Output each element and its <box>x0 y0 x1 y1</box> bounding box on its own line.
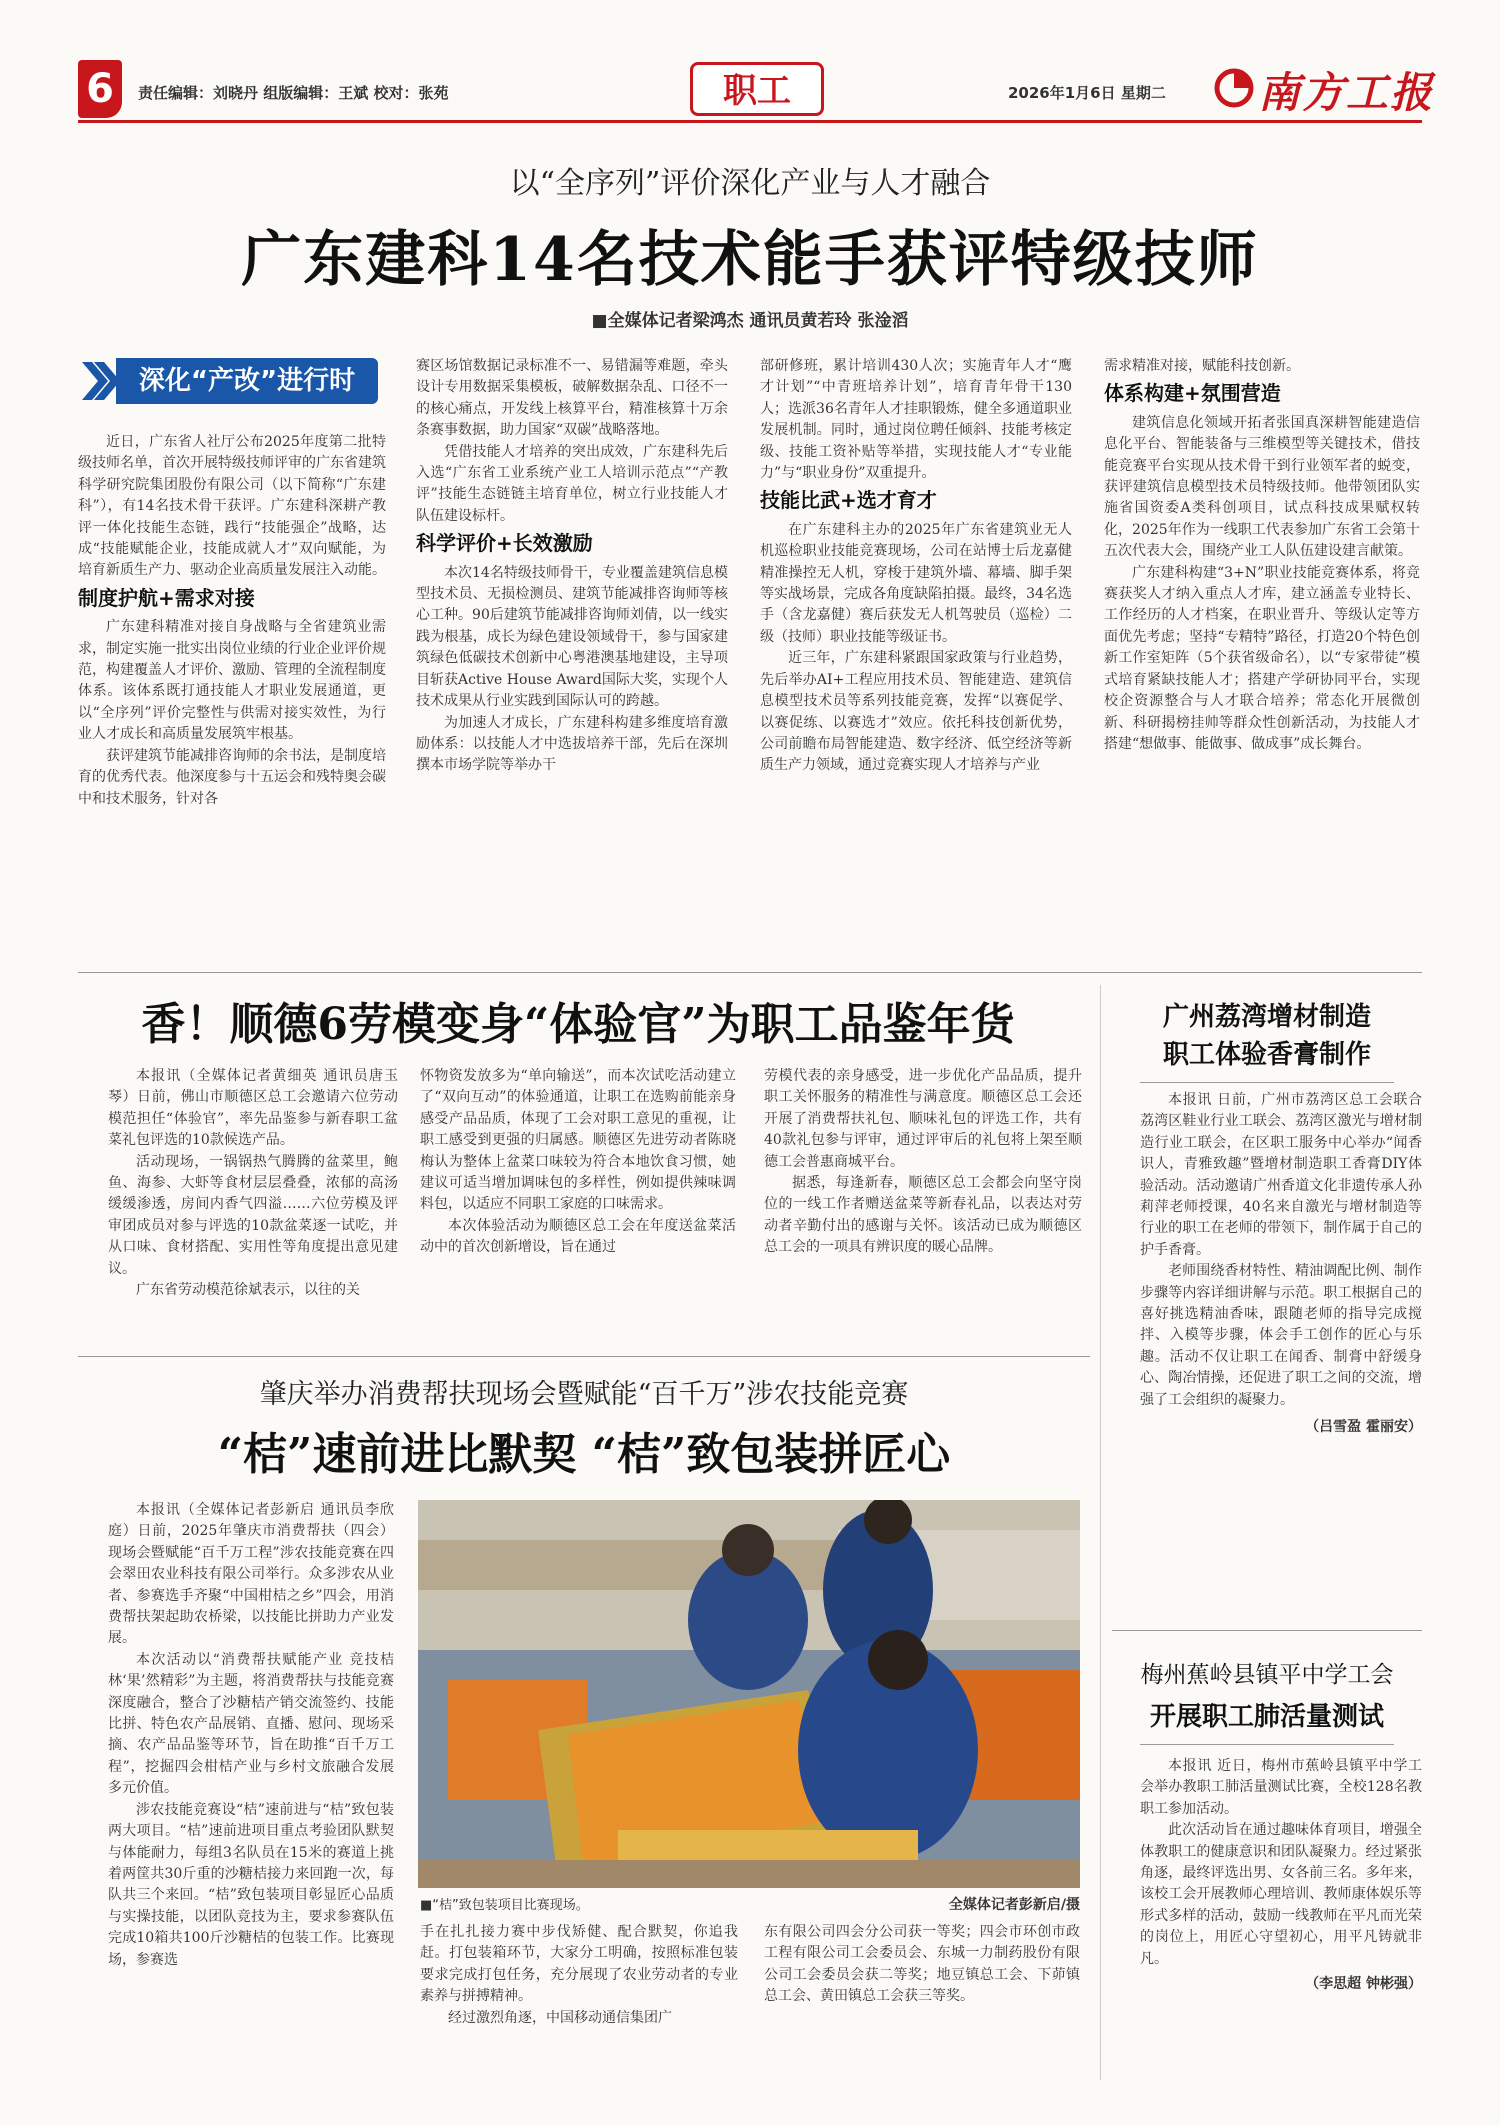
guangzhou-story-body <box>1140 1090 1422 1439</box>
lead-column-1 <box>78 432 386 810</box>
shunde-paragraph: 劳模代表的亲身感受，进一步优化产品品质，提升职工关怀服务的精准性与满意度。顺德区总工会还开展了消费帮扶礼包、顺味礼包的评选工作，共有40款礼包参与评审，通过评审后的礼包将上架至顺德工会普惠商城平台。 <box>764 1068 1082 1170</box>
zhaoqing-kicker: 肇庆举办消费帮扶现场会暨赋能“百千万”涉农技能竞赛 <box>259 1379 909 1410</box>
lead-paragraph: 需求精准对接，赋能科技创新。 <box>1104 358 1300 374</box>
zhaoqing-paragraph: 手在扎扎接力赛中步伐矫健、配合默契，你追我赶。打包装箱环节，大家分工明确，按照标准包装要求完成打包任务，充分展现了农业劳动者的专业素养与拼搏精神。 <box>420 1924 738 2005</box>
banner-label: 深化“产改”进行时 <box>116 358 378 404</box>
lead-paragraph: 建筑信息化领域开拓者张国真深耕智能建造信息化平台、智能装备与三维模型等关键技术，借技能竞赛平台实现从技术骨干到行业领军者的蜕变，获评建筑信息模型技术员特级技师。他带领团队实施省国资委A类科创项目，试点科技成果赋权转化，2025年作为一线职工代表参加广东省工会第十五次代表大会，围绕产业工人队伍建设建言献策。 <box>1104 414 1420 560</box>
column-divider <box>1100 985 1101 2080</box>
guangzhou-headline-line-2: 职工体验香膏制作 <box>1162 1040 1371 1070</box>
zhaoqing-paragraph: 东有限公司四会分公司获一等奖；四会市环创市政工程有限公司工会委员会、东城一力制药股份有限公司工会委员会获二等奖；地豆镇总工会、下茆镇总工会、黄田镇总工会获三等奖。 <box>764 1924 1080 2005</box>
meizhou-headline-line-2: 开展职工肺活量测试 <box>1149 1702 1384 1732</box>
shunde-paragraph: 广东省劳动模范徐斌表示，以往的关 <box>136 1282 360 1299</box>
headline-rule <box>1140 1744 1394 1745</box>
guangzhou-paragraph: 本报讯 日前，广州市荔湾区总工会联合荔湾区鞋业行业工联会、荔湾区激光与增材制造行业工联会，在区职工服务中心举办“闻香识人，青雅致趣”暨增材制造职工香膏DIY体验活动。活动邀请广州香道文化非遗传承人孙莉萍老师授课，40名来自激光与增材制造等行业的职工在老师的带领下，制作属于自己的护手香膏。 <box>1140 1092 1422 1258</box>
guangzhou-paragraph: 老师围绕香材特性、精油调配比例、制作步骤等内容详细讲解与示范。职工根据自己的喜好挑选精油香味，跟随老师的指导完成搅拌、入模等步骤，体会手工创作的匠心与乐趣。活动不仅让职工在闻香、制膏中舒缓身心、陶冶情操，还促进了职工之间的交流，增强了工会组织的凝聚力。 <box>1140 1263 1422 1408</box>
section-divider <box>1112 1630 1422 1631</box>
shunde-paragraph: 怀物资发放多为“单向输送”，而本次试吃活动建立了“双向互动”的体验通道，让职工在选购前能亲身感受产品品质，体现了工会对职工意见的重视，让职工感受到更强的归属感。顺德区先进劳动者陈晓梅认为整体上盆菜口味较为符合本地饮食习惯，她建议可适当增加调味包的多样性，例如提供辣味调料包，以适应不同职工家庭的口味需求。 <box>420 1068 736 1213</box>
shunde-paragraph: 本报讯（全媒体记者黄细英 通讯员唐玉琴）日前，佛山市顺德区总工会邀请六位劳动模范担任“体验官”，率先品鉴参与新春职工盆菜礼包评选的10款候选产品。 <box>108 1068 398 1149</box>
section-banner <box>78 358 378 404</box>
zhaoqing-column-2 <box>420 1922 738 2029</box>
header-rule <box>78 120 1422 123</box>
zhaoqing-paragraph: 经过激烈角逐，中国移动通信集团广 <box>448 2009 672 2026</box>
lead-paragraph: 凭借技能人才培养的突出成效，广东建科先后入选“广东省工业系统产业工人培训示范点”“产教评”技能生态链链主培育单位，树立行业技能人才队伍建设标杆。 <box>416 443 728 524</box>
editor-credits: 责任编辑：刘晓丹 组版编辑：王斌 校对：张苑 <box>138 84 449 102</box>
zhaoqing-column-3 <box>764 1922 1080 2008</box>
shunde-paragraph: 本次体验活动为顺德区总工会在年度送盆菜活动中的首次创新增设，旨在通过 <box>420 1217 736 1256</box>
lead-subheading: 制度护航+需求对接 <box>78 585 255 610</box>
lead-paragraph: 赛区场馆数据记录标准不一、易错漏等难题，牵头设计专用数据采集模板，破解数据杂乱、口径不一的核心痛点，开发线上核算平台，精准核算十万余条赛事数据，助力国家“双碳”战略落地。 <box>416 358 728 439</box>
page-number: 6 <box>86 66 114 112</box>
lead-paragraph: 广东建科精准对接自身战略与全省建筑业需求，制定实施一批实出岗位业绩的行业企业评价规范，构建覆盖人才评价、激励、管理的全流程制度体系。该体系既打通技能人才职业发展通道，更以“全序列”评价完整性与供需对接实效性，为行业人才成长和高质量发展筑牢根基。 <box>78 619 386 743</box>
photo-credit: 全媒体记者彭新启/摄 <box>948 1897 1080 1913</box>
shunde-paragraph: 据悉，每逢新春，顺德区总工会都会向坚守岗位的一线工作者赠送盆菜等新春礼品，以表达对劳动者辛勤付出的感谢与关怀。该活动已成为顺德区总工会的一项具有辨识度的暖心品牌。 <box>764 1175 1082 1256</box>
meizhou-headline-line-1: 梅州蕉岭县镇平中学工会 <box>1140 1662 1394 1688</box>
lead-paragraph: 为加速人才成长，广东建科构建多维度培育激励体系：以技能人才中选拔培养干部，先后在深圳撰本市场学院等举办干 <box>416 714 728 774</box>
zhaoqing-column-1 <box>108 1500 394 1971</box>
section-divider <box>78 1356 1090 1357</box>
guangzhou-headline-line-1: 广州荔湾增材制造 <box>1162 1002 1371 1032</box>
shunde-headline: 香！顺德6劳模变身“体验官”为职工品鉴年货 <box>141 999 1015 1050</box>
lead-paragraph: 广东建科构建“3+N”职业技能竞赛体系，将竞赛获奖人才纳入重点人才库，建立涵盖专业特长、工作经历的人才档案，在职业晋升、等级认定等方面优先考虑；坚持“专精特”路径，打造20个特色创新工作室矩阵（5个获省级命名），以“专家带徒”模式培育紧缺技能人才；搭建产学研协同平台，实现校企资源整合与人才联合培养；常态化开展微创新、科研揭榜挂帅等群众性创新活动，为技能人才搭建“想做事、能做事、做成事”成长舞台。 <box>1104 564 1420 752</box>
lead-headline: 广东建科14名技术能手获评特级技师 <box>241 225 1259 295</box>
lead-paragraph: 部研修班，累计培训430人次；实施青年人才“鹰才计划”“中青班培养计划”，培育青年骨干130人；选派36名青年人才挂职锻炼，健全多通道职业发展机制。同时，通过岗位聘任倾斜、技能考核定级、技能工资补贴等举措，实现技能人才“专业能力”与“职业身份”双重提升。 <box>760 358 1072 482</box>
issue-date: 2026年1月6日 星期二 <box>1008 84 1166 102</box>
lead-subheading: 体系构建+氛围营造 <box>1104 381 1281 406</box>
headline-rule <box>1140 1082 1394 1083</box>
shunde-column-2 <box>420 1066 736 1259</box>
lead-byline: ■全媒体记者梁鸿杰 通讯员黄若玲 张淦滔 <box>591 311 909 331</box>
zhaoqing-paragraph: 本次活动以“消费帮扶赋能产业 竞技桔林‘果’然精彩”为主题，将消费帮扶与技能竞赛深度融合，整合了沙糖桔产销交流签约、技能比拼、特色农产品展销、直播、慰问、现场采摘、农产品品鉴等环节，旨在助推“百千万工程”，挖掘四会柑桔产业与乡村文旅融合发展多元价值。 <box>108 1651 394 1797</box>
photo-caption: ■“桔”致包装项目比赛现场。 <box>420 1898 589 1913</box>
zhaoqing-paragraph: 本报讯（全媒体记者彭新启 通讯员李欣庭）日前，2025年肇庆市消费帮扶（四会）现场会暨赋能“百千万工程”涉农技能竞赛在四会翠田农业科技有限公司举行。众多涉农从业者、参赛选手齐聚“中国柑桔之乡”四会，用消费帮扶架起助农桥梁，以技能比拼助力产业发展。 <box>108 1502 394 1647</box>
lead-subheading: 科学评价+长效激励 <box>416 531 593 556</box>
lead-paragraph: 近三年，广东建科紧跟国家政策与行业趋势，先后举办AI+工程应用技术员、智能建造、建筑信息模型技术员等系列技能竞赛，发挥“以赛促学、以赛促练、以赛选才”效应。依托科技创新优势，公司前瞻布局智能建造、数字经济、低空经济等新质生产力领域，通过竞赛实现人才培养与产业 <box>760 650 1072 774</box>
lead-column-2 <box>416 356 728 777</box>
meizhou-credit: （李思超 钟彬强） <box>1305 1976 1422 1993</box>
section-divider <box>78 972 1422 973</box>
zhaoqing-headline: “桔”速前进比默契 “桔”致包装拼匠心 <box>217 1429 951 1480</box>
lead-paragraph: 近日，广东省人社厅公布2025年度第二批特级技师名单，首次开展特级技师评审的广东省建筑科学研究院集团股份有限公司（以下简称“广东建科”），有14名技术骨干获评。广东建科深耕产教评一体化技能生态链，践行“技能强企”战略，达成“技能赋能企业，技能成就人才”双向赋能，为培育新质生产力、驱动企业高质量发展注入动能。 <box>78 434 386 579</box>
meizhou-story-body <box>1140 1756 1422 1995</box>
newspaper-logo: 南方工报 <box>1258 68 1435 117</box>
shunde-column-1 <box>108 1066 398 1301</box>
lead-column-3 <box>760 356 1072 777</box>
zhaoqing-paragraph: 涉农技能竞赛设“桔”速前进与“桔”致包装两大项目。“桔”速前进项目重点考验团队默契与体能耐力，每组3名队员在15米的赛道上挑着两筐共30斤重的沙糖桔接力来回跑一次，每队共三个来回。“桔”致包装项目彰显匠心品质与实操技能，以团队竞技为主，要求参赛队伍完成10箱共100斤沙糖桔的包装工作。比赛现场，参赛选 <box>108 1801 394 1968</box>
lead-kicker: 以“全序列”评价深化产业与人才融合 <box>509 166 991 201</box>
lead-column-4 <box>1104 356 1420 755</box>
meizhou-paragraph: 本报讯 近日，梅州市蕉岭县镇平中学工会举办教职工肺活量测试比赛，全校128名教职工参加活动。 <box>1140 1758 1422 1817</box>
lead-paragraph: 获评建筑节能减排咨询师的余书法，是制度培育的优秀代表。他深度参与十五运会和残特奥会碳中和技术服务，针对各 <box>78 747 386 807</box>
meizhou-paragraph: 此次活动旨在通过趣味体育项目，增强全体教职工的健康意识和团队凝聚力。经过紧张角逐，最终评选出男、女各前三名。多年来，该校工会开展教师心理培训、教师康体娱乐等形式多样的活动，鼓励一线教师在平凡而光荣的岗位上，用匠心守望初心，用平凡铸就非凡。 <box>1140 1822 1422 1967</box>
newspaper-logo-icon <box>1212 66 1256 110</box>
section-label: 职工 <box>690 62 824 116</box>
shunde-paragraph: 活动现场，一锅锅热气腾腾的盆菜里，鲍鱼、海参、大虾等食材层层叠叠，浓郁的高汤缓缓渗透，房间内香气四溢……六位劳模及评审团成员对参与评选的10款盆菜逐一试吃，并从口味、食材搭配、实用性等角度提出意见建议。 <box>108 1153 398 1277</box>
lead-paragraph: 在广东建科主办的2025年广东省建筑业无人机巡检职业技能竞赛现场，公司在站博士后龙嘉健精准操控无人机，穿梭于建筑外墙、幕墙、脚手架等实战场景，完成各角度缺陷拍摄。最终，34名选手（含龙嘉健）赛后获发无人机驾驶员（巡检）二级（技师）职业技能等级证书。 <box>760 521 1072 645</box>
guangzhou-credit: （吕雪盈 霍丽安） <box>1305 1419 1422 1436</box>
lead-subheading: 技能比武+选才育才 <box>760 488 937 513</box>
page-header <box>0 0 1500 118</box>
lead-paragraph: 本次14名特级技师骨干，专业覆盖建筑信息模型技术员、无损检测员、建筑节能减排咨询师等核心工种。90后建筑节能减排咨询师刘倩，以一线实践为根基，成长为绿色建设领域骨干，参与国家建筑绿色低碳技术创新中心粤港澳基地建设，主导项目斩获Active House Award国际大奖，实现个人技术成果从行业实践到国际认可的跨越。 <box>416 564 728 710</box>
competition-photo <box>418 1500 1080 1888</box>
shunde-column-3 <box>764 1066 1082 1259</box>
